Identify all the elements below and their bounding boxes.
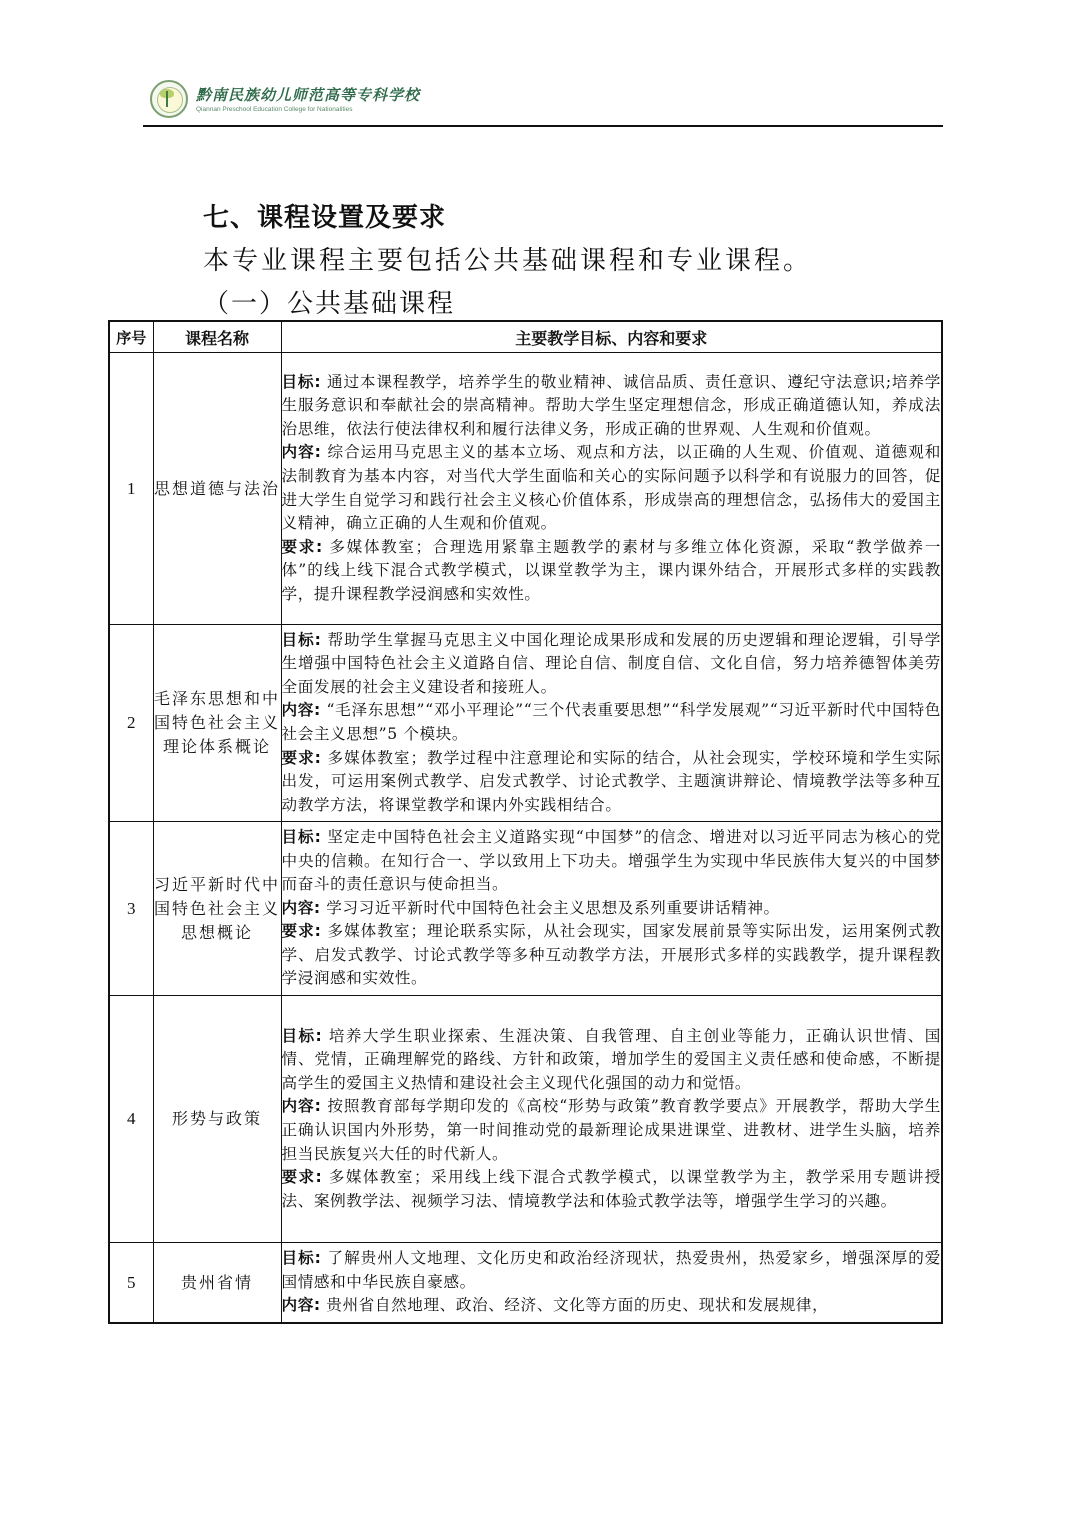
- section-title: 七、课程设置及要求: [203, 203, 447, 233]
- content-paragraph: [282, 441, 942, 535]
- table-row: [109, 822, 942, 996]
- goal-text: 了解贵州人文地理、文化历史和政治经济现状，热爱贵州，热爱家乡，增强深厚的爱国情感和中华民族自豪感。: [281, 1249, 942, 1291]
- course-detail: [281, 1243, 942, 1324]
- goal-paragraph: [282, 1025, 942, 1096]
- goal-text: 通过本课程教学，培养学生的敬业精神、诚信品质、责任意识、遵纪守法意识;培养学生服务意识和奉献社会的崇高精神。帮助大学生坚定理想信念，形成正确道德认知，养成法治思维，依法行使法律权利和履行法律义务，形成正确的世界观、人生观和价值观。: [281, 372, 942, 438]
- page-header: [148, 76, 948, 126]
- goal-paragraph: [282, 826, 942, 897]
- goal-paragraph: [282, 371, 942, 442]
- requirement-text: 多媒体教室；理论联系实际，从社会现实，国家发展前景等实际出发，运用案例式教学、启发式教学、讨论式教学等多种互动教学方法，开展形式多样的实践教学，提升课程教学浸润感和实效性。: [281, 922, 942, 988]
- content-label: 内容:: [281, 898, 321, 917]
- course-number: 5: [109, 1243, 153, 1324]
- course-name: 习近平新时代中国特色社会主义思想概论: [153, 822, 281, 996]
- requirement-text: 多媒体教室；采用线上线下混合式教学模式，以课堂教学为主，教学采用专题讲授法、案例教学法、视频学习法、情境教学法和体验式教学法等，增强学生学习的兴趣。: [281, 1168, 942, 1210]
- column-header-number: 序号: [109, 321, 153, 353]
- subsection-title: （一）公共基础课程: [203, 289, 456, 319]
- content-paragraph: [282, 1095, 942, 1166]
- school-name-en: Qiannan Preschool Education College for Nationalities: [196, 106, 353, 113]
- requirement-paragraph: [282, 1166, 942, 1213]
- goal-label: 目标:: [281, 827, 322, 846]
- goal-text: 培养大学生职业探索、生涯决策、自我管理、自主创业等能力，正确认识世情、国情、党情，正确理解党的路线、方针和政策，增加学生的爱国主义责任感和使命感，不断提高学生的爱国主义热情和建设社会主义现代化强国的动力和觉悟。: [281, 1026, 942, 1092]
- course-name: 贵州省情: [153, 1243, 281, 1324]
- table-row: [109, 996, 942, 1243]
- header-divider: [143, 125, 943, 127]
- course-detail: [281, 625, 942, 822]
- course-detail: [281, 822, 942, 996]
- content-paragraph: [282, 897, 942, 921]
- requirement-paragraph: [282, 536, 942, 607]
- goal-label: 目标:: [281, 1026, 323, 1045]
- content-label: 内容:: [281, 1097, 322, 1116]
- table-row: [109, 625, 942, 822]
- school-emblem-icon: [150, 80, 188, 118]
- table-header-row: [109, 321, 942, 353]
- content-text: 按照教育部每学期印发的《高校“形势与政策”教育教学要点》开展教学，帮助大学生正确认识国内外形势，第一时间推动党的最新理论成果进课堂、进教材、进学生头脑，培养担当民族复兴大任的时代新人。: [281, 1097, 941, 1163]
- content-label: 内容:: [281, 443, 322, 462]
- requirement-label: 要求:: [281, 922, 322, 941]
- column-header-details: 主要教学目标、内容和要求: [281, 321, 942, 353]
- course-detail: [281, 353, 942, 625]
- requirement-label: 要求:: [281, 1168, 323, 1187]
- course-name: 思想道德与法治: [153, 353, 281, 625]
- course-detail: [281, 996, 942, 1243]
- course-name: 毛泽东思想和中国特色社会主义理论体系概论: [153, 625, 281, 822]
- goal-paragraph: [282, 629, 942, 700]
- requirement-paragraph: [282, 747, 942, 818]
- content-text: “毛泽东思想”“邓小平理论”“三个代表重要思想”“科学发展观”“习近平新时代中国特色社会主义思想”5 个模块。: [281, 701, 941, 743]
- course-table: [108, 320, 943, 1324]
- goal-label: 目标:: [281, 372, 322, 391]
- goal-text: 坚定走中国特色社会主义道路实现“中国梦”的信念、增进对以习近平同志为核心的党中央的信赖。在知行合一、学以致用上下功夫。增强学生为实现中华民族伟大复兴的中国梦而奋斗的责任意识与使命担当。: [281, 827, 941, 894]
- school-name-cn: 黔南民族幼儿师范高等专科学校: [196, 86, 421, 104]
- intro-text: 本专业课程主要包括公共基础课程和专业课程。: [203, 246, 813, 276]
- requirement-text: 多媒体教室；教学过程中注意理论和实际的结合，从社会现实，学校环境和学生实际出发，可运用案例式教学、启发式教学、讨论式教学、主题演讲辩论、情境教学法等多种互动教学方法，将课堂教学和课内外实践相结合。: [281, 748, 942, 814]
- content-label: 内容:: [281, 1296, 321, 1315]
- goal-paragraph: [282, 1247, 942, 1294]
- content-paragraph: [282, 699, 942, 746]
- requirement-paragraph: [282, 920, 942, 991]
- content-label: 内容:: [281, 701, 321, 720]
- goal-label: 目标:: [281, 630, 322, 649]
- goal-text: 帮助学生掌握马克思主义中国化理论成果形成和发展的历史逻辑和理论逻辑，引导学生增强中国特色社会主义道路自信、理论自信、制度自信、文化自信，努力培养德智体美劳全面发展的社会主义建设者和接班人。: [281, 630, 942, 696]
- course-number: 2: [109, 625, 153, 822]
- requirement-text: 多媒体教室；合理选用紧靠主题教学的素材与多维立体化资源，采取“教学做养一体”的线上线下混合式教学模式，以课堂教学为主，课内课外结合，开展形式多样的实践教学，提升课程教学浸润感和实效性。: [281, 537, 941, 603]
- table-row: [109, 1243, 942, 1324]
- requirement-label: 要求:: [281, 537, 323, 556]
- content-text: 学习习近平新时代中国特色社会主义思想及系列重要讲话精神。: [326, 898, 780, 917]
- course-number: 4: [109, 996, 153, 1243]
- content-text: 贵州省自然地理、政治、经济、文化等方面的历史、现状和发展规律，: [326, 1296, 829, 1315]
- course-number: 3: [109, 822, 153, 996]
- course-name: 形势与政策: [153, 996, 281, 1243]
- requirement-label: 要求:: [281, 748, 322, 767]
- content-paragraph: [282, 1294, 942, 1318]
- column-header-course-name: 课程名称: [153, 321, 281, 353]
- course-number: 1: [109, 353, 153, 625]
- table-row: [109, 353, 942, 625]
- goal-label: 目标:: [281, 1249, 322, 1268]
- content-text: 综合运用马克思主义的基本立场、观点和方法，以正确的人生观、价值观、道德观和法制教育为基本内容，对当代大学生面临和关心的实际问题予以科学和有说服力的回答，促进大学生自觉学习和践行社会主义核心价值体系，形成崇高的理想信念，弘扬伟大的爱国主义精神，确立正确的人生观和价值观。: [281, 443, 942, 533]
